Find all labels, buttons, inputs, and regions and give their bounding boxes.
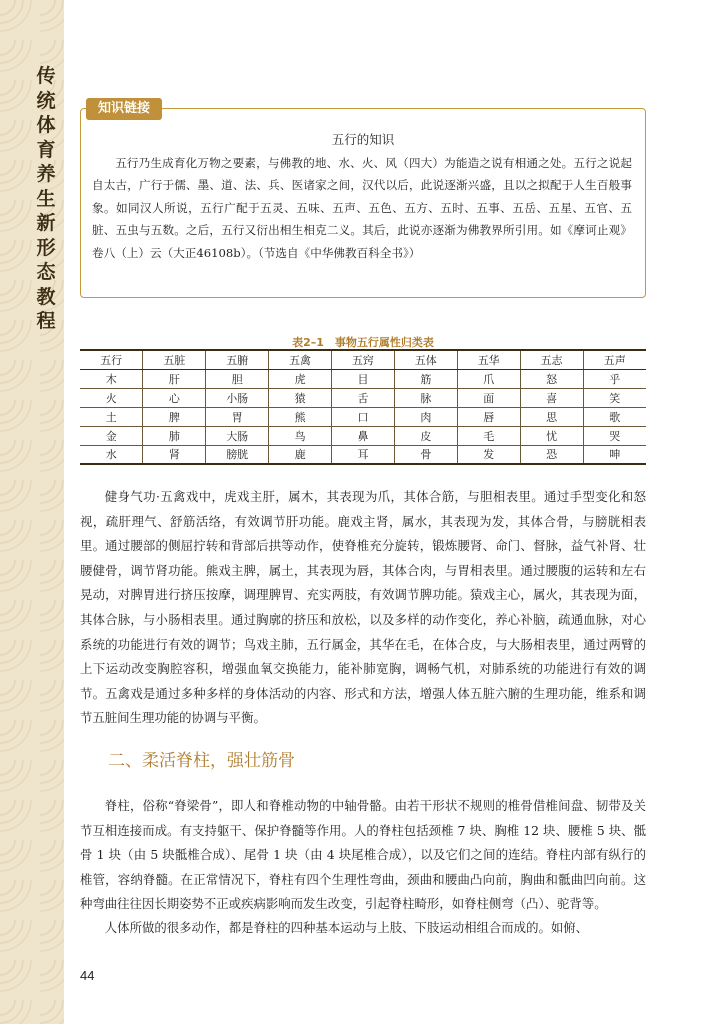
table-row [80, 407, 646, 426]
column-header: 五华 [457, 350, 520, 369]
table-cell: 木 [80, 369, 143, 388]
table-header-row [80, 350, 646, 369]
table-cell: 舌 [332, 388, 395, 407]
table-cell: 胆 [206, 369, 269, 388]
book-title-char: 生 [36, 187, 56, 210]
table-row [80, 369, 646, 388]
table-row [80, 388, 646, 407]
page-number: 44 [80, 968, 95, 983]
book-title-char: 养 [36, 163, 56, 185]
book-title-char: 体 [36, 114, 56, 136]
table-cell: 肾 [143, 445, 206, 464]
table-cell: 歌 [583, 407, 646, 426]
table-cell: 思 [520, 407, 583, 426]
book-title-char: 传 [36, 65, 56, 87]
table-cell: 金 [80, 426, 143, 445]
book-title-char: 态 [36, 261, 56, 283]
table-cell: 水 [80, 445, 143, 464]
book-title-char: 统 [36, 89, 56, 112]
table-cell: 爪 [457, 369, 520, 388]
table-cell: 怒 [520, 369, 583, 388]
table-cell: 口 [332, 407, 395, 426]
table-cell: 哭 [583, 426, 646, 445]
column-header: 五禽 [269, 350, 332, 369]
table-cell: 土 [80, 407, 143, 426]
book-title-char: 新 [36, 212, 56, 234]
table-cell: 目 [332, 369, 395, 388]
table-cell: 心 [143, 388, 206, 407]
table-cell: 呻 [609, 448, 621, 462]
body-paragraph-spine: 脊柱，俗称“脊梁骨”，即人和脊椎动物的中轴骨骼。由若干形状不规则的椎骨借椎间盘、韧带及关节互相连接而成。有支持躯干、保护脊髓等作用。人的脊柱包括颈椎 7 块、胸椎 12 块、腰椎 5 块、骶骨 1 块（由 5 块骶椎合成）、尾骨 1 块（由 4 块尾椎合成），以及它们之间的连结。脊柱内部有纵行的椎管，容纳脊髓。在正常情况下，脊柱有四个生理性弯曲，颈曲和腰曲凸向前，胸曲和骶曲凹向前。这种弯曲往往因长期姿势不正或疾病影响而发生改变，引起脊柱畸形，如脊柱侧弯（凸）、驼背等。 [80, 798, 646, 912]
book-title-char: 育 [36, 138, 56, 161]
table-cell: 胃 [206, 407, 269, 426]
table-cell: 喜 [520, 388, 583, 407]
table-cell: 筋 [394, 369, 457, 388]
column-header: 五行 [80, 350, 143, 369]
table-caption: 表2–1 事物五行属性归类表 [292, 336, 434, 349]
body-paragraph-wuqinxi: 健身气功·五禽戏中，虎戏主肝，属木，其表现为爪，其体合筋，与胆相表里。通过手型变化和怒视，疏肝理气、舒筋活络，有效调节肝功能。鹿戏主肾，属水，其表现为发，其体合骨，与膀胱相表里。通过腰部的侧屈拧转和背部后拱等动作，使脊椎充分旋转，锻炼腰肾、命门、督脉，益气补肾、壮腰健骨，调节肾功能。熊戏主脾，属土，其表现为唇，其体合肉，与胃相表里。通过腰腹的运转和左右晃动，对脾胃进行挤压按摩，调理脾胃、充实两肢，有效调节脾功能。猿戏主心，属火，其表现为面，其体合脉，与小肠相表里。通过胸廓的挤压和放松，以及多样的动作变化，养心补脑，疏通血脉，对心系统的功能进行有效的调节；鸟戏主肺，五行属金，其华在毛，在体合皮，与大肠相表里，通过两臂的上下运动改变胸腔容积，增强血氧交换能力，能补肺宽胸，调畅气机，对肺系统的功能进行有效的调节。五禽戏是通过多种多样的身体活动的内容、形式和方法，增强人体五脏六腑的生理功能，维系和调节五脏间生理功能的协调与平衡。 [80, 489, 646, 726]
book-title-char: 教 [36, 285, 56, 308]
table-cell: 恐 [520, 445, 583, 464]
book-title-vertical [32, 64, 60, 334]
table-cell: 熊 [269, 407, 332, 426]
table-cell: 忧 [520, 426, 583, 445]
column-header: 五体 [394, 350, 457, 369]
table-cell: 火 [80, 388, 143, 407]
column-header: 五窍 [332, 350, 395, 369]
section-heading: 二、柔活脊柱，强壮筋骨 [108, 751, 295, 771]
table-cell: 虎 [269, 369, 332, 388]
book-title-char: 形 [36, 236, 56, 259]
table-cell: 肉 [394, 407, 457, 426]
table-cell: 小肠 [206, 388, 269, 407]
knowledge-body: 五行乃生成育化万物之要素，与佛教的地、水、火、风（四大）为能造之说有相通之处。五行之说起自太古，广行于儒、墨、道、法、兵、医诸家之间，汉代以后，此说逐渐兴盛，且以之拟配于人生百般事象。如同汉人所说，五行广配于五灵、五味、五声、五色、五方、五时、五事、五岳、五星、五官、五脏、五虫与五数。之后，五行又衍出相生相克二义。其后，此说亦逐渐为佛教界所引用。如《摩诃止观》卷八（上）云（大正46108b）。（节选自《中华佛教百科全书》） [92, 156, 632, 260]
five-elements-table [80, 349, 646, 465]
column-header: 五志 [520, 350, 583, 369]
table-cell: 脉 [394, 388, 457, 407]
table-cell: 大肠 [206, 426, 269, 445]
table-cell: 笑 [583, 388, 646, 407]
column-header: 五声 [583, 350, 646, 369]
table-cell: 脾 [143, 407, 206, 426]
table-row [80, 426, 646, 445]
table-cell: 骨 [394, 445, 457, 464]
table-cell: 肺 [143, 426, 206, 445]
column-header: 五脏 [143, 350, 206, 369]
table-cell: 鸟 [269, 426, 332, 445]
table-cell: 耳 [332, 445, 395, 464]
knowledge-tag: 知识链接 [86, 98, 162, 120]
table-cell: 毛 [457, 426, 520, 445]
table-cell: 鹿 [269, 445, 332, 464]
table-cell: 肝 [143, 369, 206, 388]
table-cell: 猿 [269, 388, 332, 407]
table-row [80, 445, 646, 464]
knowledge-title: 五行的知识 [331, 132, 395, 147]
table-cell: 皮 [394, 426, 457, 445]
table-cell: 乎 [583, 369, 646, 388]
table-cell: 膀胱 [206, 445, 269, 464]
table-cell: 鼻 [332, 426, 395, 445]
column-header: 五腑 [206, 350, 269, 369]
table-cell: 唇 [457, 407, 520, 426]
table-cell: 面 [457, 388, 520, 407]
body-paragraph-movement: 人体所做的很多动作，都是脊柱的四种基本运动与上肢、下肢运动相组合而成的。如俯、 [104, 920, 589, 935]
book-title-char: 程 [36, 310, 56, 332]
table-cell: 发 [457, 445, 520, 464]
